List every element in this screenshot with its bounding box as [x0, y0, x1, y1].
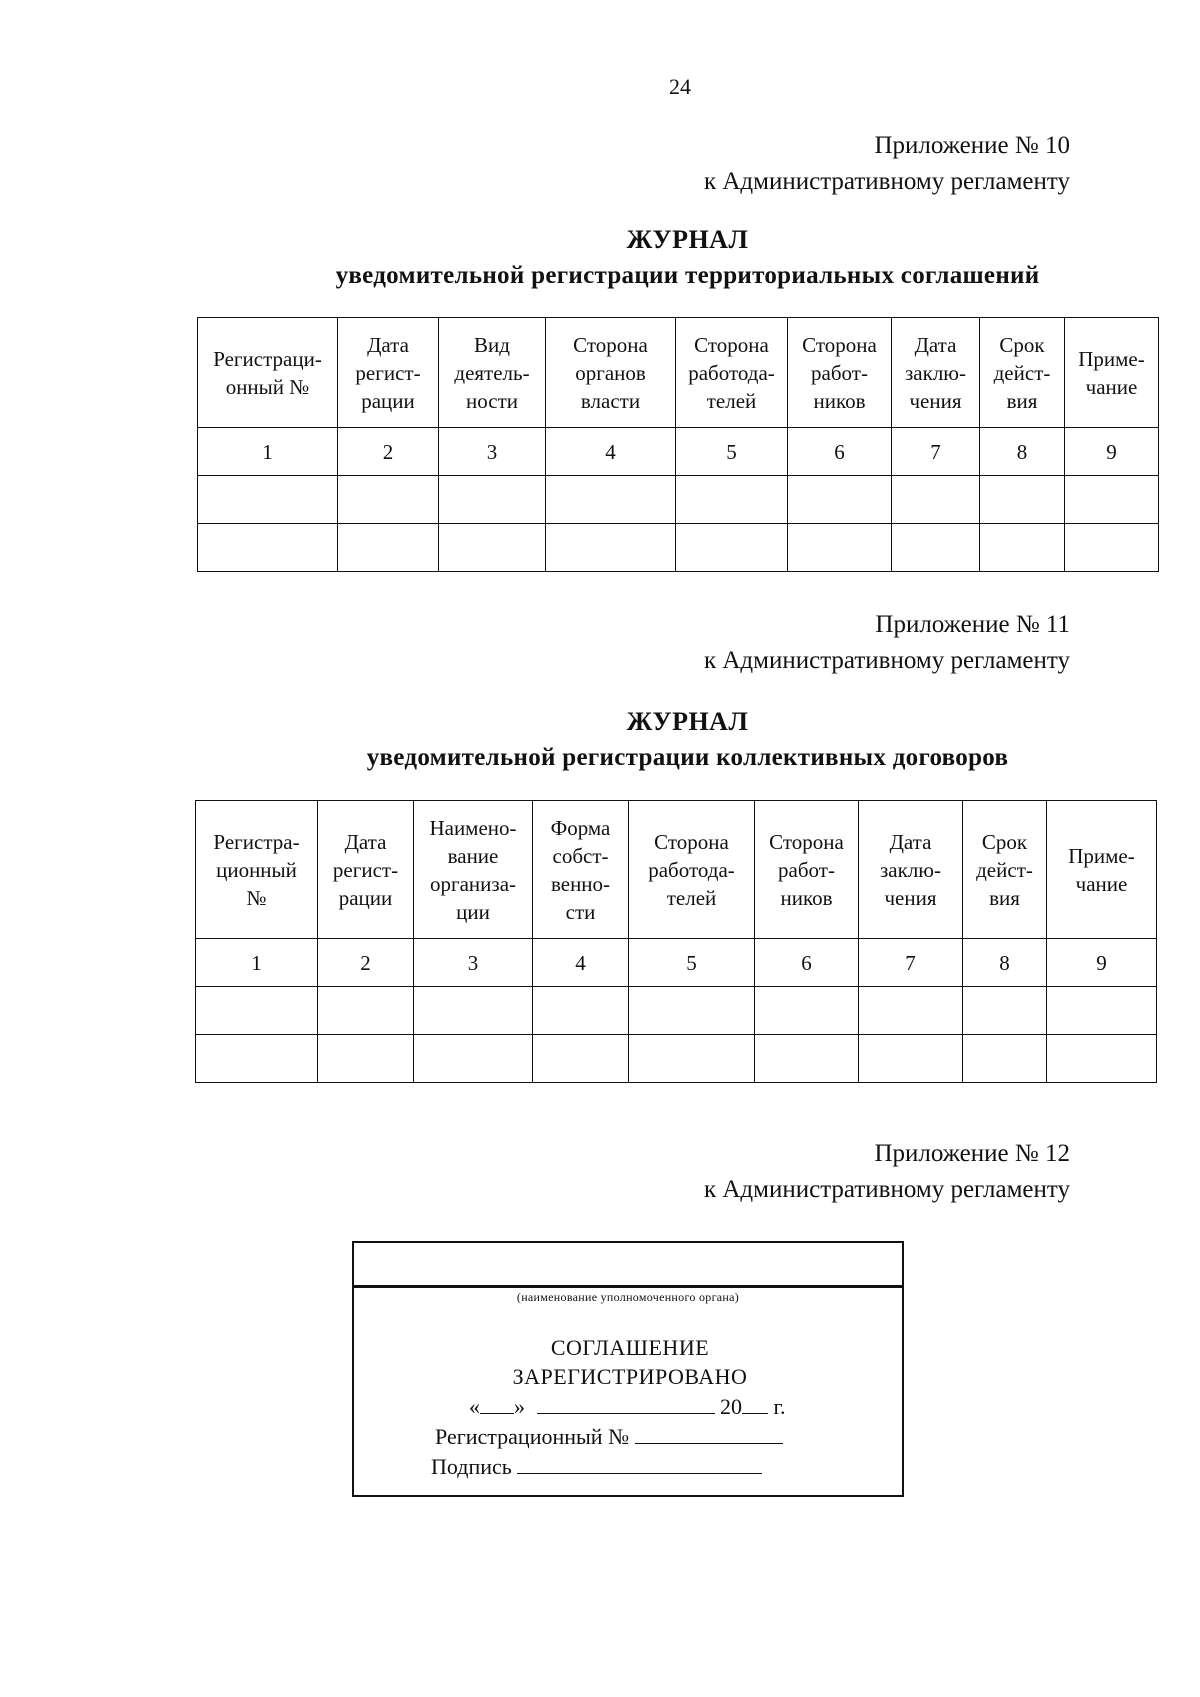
column-number: 6 [755, 939, 859, 987]
column-header-line: сти [565, 899, 596, 924]
column-header-line: Сторона [654, 829, 729, 854]
appendix-10-heading [704, 128, 1070, 200]
column-header [963, 801, 1047, 939]
column-number: 6 [788, 428, 892, 476]
signature-line [431, 1453, 762, 1480]
column-header-line: Дата [344, 829, 387, 854]
empty-cell [198, 524, 338, 572]
empty-cell [980, 524, 1065, 572]
journal-1-header-row [198, 318, 1159, 428]
column-number: 3 [439, 428, 546, 476]
column-number: 7 [892, 428, 980, 476]
journal-1-empty-row [198, 476, 1159, 524]
column-header [892, 318, 980, 428]
empty-cell [546, 476, 676, 524]
column-header-line: телей [666, 885, 717, 910]
authority-name-caption: (наименование уполномоченного органа) [516, 1290, 740, 1304]
column-header-line: чание [1085, 374, 1138, 399]
column-number: 5 [629, 939, 755, 987]
empty-cell [859, 1035, 963, 1083]
column-header-line: дейст- [993, 360, 1051, 385]
month-blank [537, 1393, 715, 1414]
column-header-line: Сторона [802, 332, 877, 357]
column-header-line: ников [780, 885, 833, 910]
column-number: 7 [859, 939, 963, 987]
column-header [1047, 801, 1157, 939]
column-header-line: работода- [648, 857, 735, 882]
appendix-11-heading [704, 607, 1070, 679]
empty-cell [196, 987, 318, 1035]
appendix-10-reference: к Административному регламенту [703, 168, 1070, 195]
empty-cell [755, 987, 859, 1035]
registration-number-line [435, 1423, 783, 1450]
registration-number-label: Регистрационный № [435, 1424, 630, 1449]
empty-cell [676, 476, 788, 524]
appendix-12-reference: к Административному регламенту [703, 1176, 1070, 1203]
column-number: 2 [318, 939, 414, 987]
column-header [980, 318, 1065, 428]
empty-cell [439, 524, 546, 572]
column-number: 4 [546, 428, 676, 476]
column-header-line: Дата [367, 332, 409, 357]
journal-1-number-row [198, 428, 1159, 476]
column-header [755, 801, 859, 939]
column-header-line: работода- [688, 360, 775, 385]
column-header [198, 318, 338, 428]
column-number: 4 [533, 939, 629, 987]
empty-cell [1047, 1035, 1157, 1083]
column-header [318, 801, 414, 939]
column-header [439, 318, 546, 428]
stamp-title-agreement: СОГЛАШЕНИЕ [550, 1335, 710, 1360]
column-header [546, 318, 676, 428]
column-header [196, 801, 318, 939]
column-header [788, 318, 892, 428]
column-header-line: вия [989, 885, 1020, 910]
column-number: 8 [963, 939, 1047, 987]
column-header-line: онный № [225, 374, 310, 399]
column-header-line: чание [1075, 871, 1128, 896]
empty-cell [533, 1035, 629, 1083]
empty-cell [755, 1035, 859, 1083]
empty-cell [338, 476, 439, 524]
empty-cell [318, 1035, 414, 1083]
column-header [533, 801, 629, 939]
column-header-line: заклю- [905, 360, 966, 385]
column-header-line: чения [884, 885, 937, 910]
empty-cell [414, 1035, 533, 1083]
column-header-line: Срок [981, 829, 1028, 854]
journal-1-heading [180, 222, 1195, 294]
column-header-line: заклю- [880, 857, 941, 882]
empty-cell [788, 476, 892, 524]
empty-cell [533, 987, 629, 1035]
column-header-line: ционный [216, 857, 297, 882]
column-number: 9 [1065, 428, 1159, 476]
column-header-line: дейст- [976, 857, 1033, 882]
column-header-line: Вид [474, 332, 510, 357]
journal-2-empty-row [196, 1035, 1157, 1083]
empty-cell [963, 1035, 1047, 1083]
registration-date-line [469, 1393, 786, 1420]
journal-2-subtitle: уведомительной регистрации коллективных договоров [366, 744, 1009, 771]
column-number: 9 [1047, 939, 1157, 987]
empty-cell [788, 524, 892, 572]
page-number: 24 [669, 74, 691, 99]
column-header-line: Сторона [694, 332, 769, 357]
empty-cell [1065, 524, 1159, 572]
appendix-12-heading [704, 1136, 1070, 1208]
empty-cell [676, 524, 788, 572]
journal-2-heading [180, 704, 1195, 776]
column-header-line: рации [338, 885, 393, 910]
column-header-line: ции [456, 899, 490, 924]
empty-cell [629, 1035, 755, 1083]
column-header-line: Дата [889, 829, 932, 854]
authority-name-line [354, 1285, 902, 1288]
column-header-line: органов [575, 360, 646, 385]
column-header-line: Срок [999, 332, 1045, 357]
appendix-11-reference: к Административному регламенту [703, 647, 1070, 674]
empty-cell [892, 524, 980, 572]
column-number: 1 [196, 939, 318, 987]
empty-cell [338, 524, 439, 572]
column-header-line: Наимено- [429, 815, 517, 840]
column-header-line: организа- [429, 871, 517, 896]
column-number: 8 [980, 428, 1065, 476]
journal-1-empty-row [198, 524, 1159, 572]
column-header-line: работ- [811, 360, 868, 385]
column-header-line: Форма [550, 815, 611, 840]
column-header-line: № [246, 885, 267, 910]
journal-2-title: ЖУРНАЛ [626, 707, 749, 736]
column-number: 2 [338, 428, 439, 476]
empty-cell [1047, 987, 1157, 1035]
year-suffix: г. [773, 1394, 786, 1419]
column-header-line: регист- [332, 857, 399, 882]
year-prefix: 20 [720, 1394, 742, 1419]
empty-cell [892, 476, 980, 524]
appendix-11-number: Приложение № 11 [875, 611, 1070, 638]
journal-2-header-row [196, 801, 1157, 939]
column-header-line: работ- [778, 857, 835, 882]
date-close-quote: » [514, 1394, 525, 1419]
appendix-10-number: Приложение № 10 [874, 132, 1070, 159]
journal-2-number-row [196, 939, 1157, 987]
column-header-line: рации [361, 388, 415, 413]
empty-cell [439, 476, 546, 524]
empty-cell [629, 987, 755, 1035]
journal-1-table [197, 317, 1159, 572]
column-header-line: Регистра- [213, 829, 300, 854]
column-header-line: Регистраци- [213, 346, 322, 371]
empty-cell [546, 524, 676, 572]
journal-2-empty-row [196, 987, 1157, 1035]
journal-2-table [195, 800, 1157, 1083]
column-header-line: вия [1006, 388, 1038, 413]
signature-blank [517, 1453, 762, 1474]
column-header-line: ности [466, 388, 518, 413]
column-number: 5 [676, 428, 788, 476]
empty-cell [318, 987, 414, 1035]
column-header [859, 801, 963, 939]
empty-cell [414, 987, 533, 1035]
journal-1-subtitle: уведомительной регистрации территориальных соглашений [335, 262, 1040, 289]
column-header [338, 318, 439, 428]
column-header-line: чения [909, 388, 962, 413]
column-header-line: телей [706, 388, 757, 413]
column-number: 3 [414, 939, 533, 987]
column-header-line: Приме- [1068, 843, 1135, 868]
column-header [414, 801, 533, 939]
stamp-title-registered: ЗАРЕГИСТРИРОВАНО [512, 1364, 748, 1389]
column-header-line: вание [447, 843, 499, 868]
column-header-line: деятель- [454, 360, 530, 385]
empty-cell [198, 476, 338, 524]
appendix-12-number: Приложение № 12 [874, 1140, 1070, 1167]
column-header-line: Приме- [1078, 346, 1145, 371]
registration-number-blank [635, 1423, 783, 1444]
column-header-line: Сторона [573, 332, 648, 357]
column-header-line: власти [580, 388, 641, 413]
column-header-line: Дата [914, 332, 957, 357]
column-header-line: ников [813, 388, 866, 413]
column-header-line: собст- [552, 843, 609, 868]
empty-cell [196, 1035, 318, 1083]
empty-cell [963, 987, 1047, 1035]
empty-cell [980, 476, 1065, 524]
day-blank [480, 1393, 514, 1414]
journal-1-title: ЖУРНАЛ [626, 225, 749, 254]
column-header [1065, 318, 1159, 428]
column-header-line: венно- [550, 871, 611, 896]
column-header-line: регист- [355, 360, 421, 385]
signature-label: Подпись [431, 1454, 512, 1479]
empty-cell [1065, 476, 1159, 524]
registration-stamp [352, 1241, 904, 1497]
date-open-quote: « [469, 1394, 480, 1419]
empty-cell [859, 987, 963, 1035]
year-blank [742, 1393, 768, 1414]
column-header-line: Сторона [769, 829, 844, 854]
column-number: 1 [198, 428, 338, 476]
column-header [676, 318, 788, 428]
column-header [629, 801, 755, 939]
